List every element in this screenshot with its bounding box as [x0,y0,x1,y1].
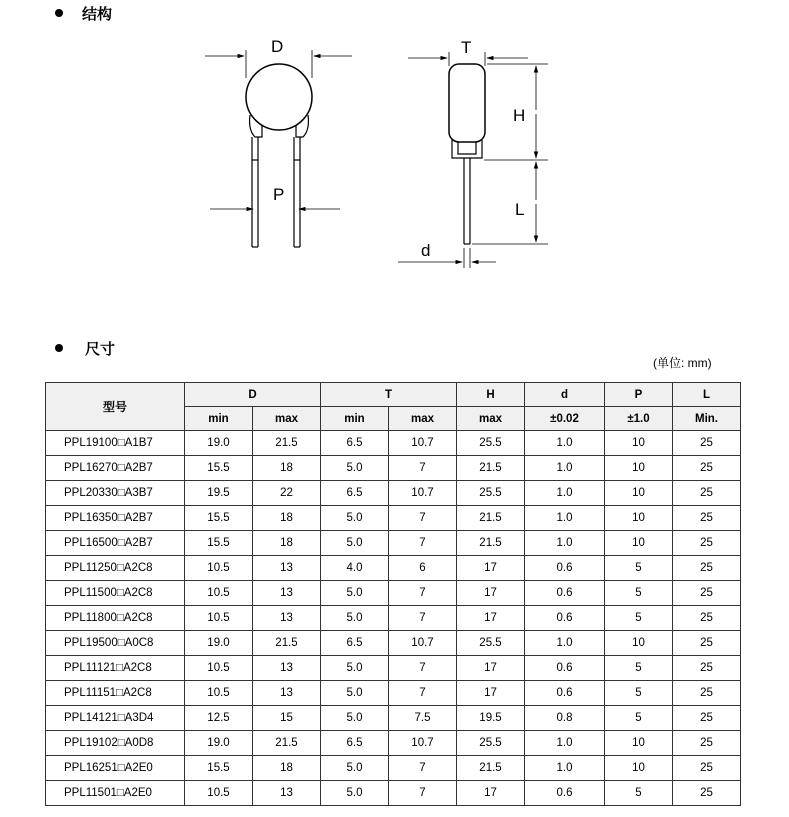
value-cell: 5.0 [321,531,389,556]
value-cell: 5.0 [321,706,389,731]
value-cell: 5 [605,606,673,631]
value-cell: 25 [673,756,741,781]
value-cell: 0.6 [525,681,605,706]
value-cell: 10 [605,731,673,756]
model-cell: PPL11800□A2C8 [46,606,185,631]
value-cell: 15 [253,706,321,731]
subheader: ±1.0 [605,407,673,431]
model-cell: PPL16251□A2E0 [46,756,185,781]
value-cell: 18 [253,756,321,781]
model-cell: PPL14121□A3D4 [46,706,185,731]
value-cell: 10 [605,456,673,481]
table-row [46,606,741,631]
value-cell: 17 [457,656,525,681]
value-cell: 25 [673,631,741,656]
value-cell: 18 [253,456,321,481]
value-cell: 25 [673,556,741,581]
value-cell: 25 [673,706,741,731]
value-cell: 21.5 [457,506,525,531]
table-row [46,506,741,531]
dimensions-heading: 尺寸 [85,340,116,358]
value-cell: 5.0 [321,781,389,806]
value-cell: 19.0 [185,631,253,656]
value-cell: 15.5 [185,506,253,531]
value-cell: 7 [389,506,457,531]
value-cell: 1.0 [525,756,605,781]
model-header: 型号 [46,383,185,431]
value-cell: 18 [253,506,321,531]
value-cell: 10 [605,631,673,656]
model-cell: PPL16500□A2B7 [46,531,185,556]
value-cell: 10.5 [185,581,253,606]
value-cell: 17 [457,606,525,631]
value-cell: 0.6 [525,556,605,581]
table-row [46,456,741,481]
value-cell: 18 [253,531,321,556]
subheader: Min. [673,407,741,431]
value-cell: 6.5 [321,631,389,656]
value-cell: 17 [457,581,525,606]
value-cell: 15.5 [185,531,253,556]
value-cell: 5.0 [321,606,389,631]
table-row [46,681,741,706]
value-cell: 5.0 [321,456,389,481]
value-cell: 17 [457,681,525,706]
model-cell: PPL16270□A2B7 [46,456,185,481]
value-cell: 1.0 [525,731,605,756]
value-cell: 13 [253,681,321,706]
table-row [46,781,741,806]
value-cell: 1.0 [525,531,605,556]
value-cell: 10.5 [185,681,253,706]
value-cell: 1.0 [525,481,605,506]
group-header-H: H [457,383,525,407]
value-cell: 17 [457,781,525,806]
value-cell: 15.5 [185,756,253,781]
value-cell: 0.6 [525,656,605,681]
value-cell: 25.5 [457,631,525,656]
value-cell: 13 [253,656,321,681]
value-cell: 7 [389,756,457,781]
value-cell: 4.0 [321,556,389,581]
label-D: D [271,37,284,56]
bullet-icon [55,9,63,17]
value-cell: 19.5 [185,481,253,506]
value-cell: 10.7 [389,631,457,656]
value-cell: 10 [605,756,673,781]
table-body [46,431,741,806]
structure-diagram [190,22,560,292]
model-cell: PPL19100□A1B7 [46,431,185,456]
table-row [46,431,741,456]
value-cell: 25 [673,656,741,681]
value-cell: 6 [389,556,457,581]
value-cell: 7 [389,656,457,681]
structure-heading: 结构 [82,5,113,23]
table-row [46,706,741,731]
value-cell: 5.0 [321,756,389,781]
value-cell: 10.7 [389,481,457,506]
group-header-T: T [321,383,457,407]
subheader: min [185,407,253,431]
subheader: ±0.02 [525,407,605,431]
value-cell: 10.5 [185,556,253,581]
group-header-d: d [525,383,605,407]
dimensions-table [45,382,741,806]
model-cell: PPL19102□A0D8 [46,731,185,756]
subheader: min [321,407,389,431]
value-cell: 7 [389,456,457,481]
value-cell: 10.7 [389,431,457,456]
label-H: H [513,106,526,125]
value-cell: 10.7 [389,731,457,756]
value-cell: 0.8 [525,706,605,731]
value-cell: 13 [253,581,321,606]
model-cell: PPL11501□A2E0 [46,781,185,806]
subheader: max [389,407,457,431]
value-cell: 25.5 [457,731,525,756]
value-cell: 6.5 [321,431,389,456]
value-cell: 5 [605,656,673,681]
value-cell: 25 [673,456,741,481]
value-cell: 1.0 [525,506,605,531]
model-cell: PPL11121□A2C8 [46,656,185,681]
value-cell: 6.5 [321,481,389,506]
value-cell: 21.5 [457,456,525,481]
model-cell: PPL16350□A2B7 [46,506,185,531]
value-cell: 0.6 [525,781,605,806]
value-cell: 10.5 [185,781,253,806]
value-cell: 21.5 [253,431,321,456]
value-cell: 7 [389,581,457,606]
value-cell: 7 [389,531,457,556]
value-cell: 25 [673,731,741,756]
value-cell: 5 [605,681,673,706]
subheader: max [457,407,525,431]
value-cell: 0.6 [525,606,605,631]
value-cell: 10 [605,481,673,506]
value-cell: 25 [673,481,741,506]
value-cell: 10 [605,506,673,531]
value-cell: 13 [253,781,321,806]
value-cell: 13 [253,606,321,631]
value-cell: 5 [605,781,673,806]
table-row [46,581,741,606]
group-header-P: P [605,383,673,407]
label-T: T [461,38,472,57]
value-cell: 1.0 [525,431,605,456]
value-cell: 19.5 [457,706,525,731]
model-cell: PPL19500□A0C8 [46,631,185,656]
model-cell: PPL11250□A2C8 [46,556,185,581]
group-header-L: L [673,383,741,407]
value-cell: 1.0 [525,456,605,481]
value-cell: 7.5 [389,706,457,731]
value-cell: 10.5 [185,606,253,631]
value-cell: 10 [605,531,673,556]
unit-note: (单位: mm) [653,356,712,370]
model-cell: PPL11500□A2C8 [46,581,185,606]
value-cell: 7 [389,781,457,806]
label-P: P [273,185,285,204]
model-cell: PPL20330□A3B7 [46,481,185,506]
value-cell: 13 [253,556,321,581]
value-cell: 5 [605,556,673,581]
table-row [46,481,741,506]
table-row [46,556,741,581]
value-cell: 6.5 [321,731,389,756]
value-cell: 25 [673,606,741,631]
value-cell: 19.0 [185,431,253,456]
value-cell: 10.5 [185,656,253,681]
table-row [46,656,741,681]
value-cell: 5 [605,581,673,606]
value-cell: 25 [673,506,741,531]
value-cell: 21.5 [253,731,321,756]
value-cell: 25 [673,531,741,556]
value-cell: 21.5 [457,756,525,781]
value-cell: 17 [457,556,525,581]
value-cell: 19.0 [185,731,253,756]
bullet-icon [55,344,63,352]
value-cell: 25 [673,431,741,456]
value-cell: 12.5 [185,706,253,731]
value-cell: 22 [253,481,321,506]
value-cell: 5.0 [321,681,389,706]
value-cell: 5 [605,706,673,731]
value-cell: 21.5 [253,631,321,656]
model-cell: PPL11151□A2C8 [46,681,185,706]
value-cell: 1.0 [525,631,605,656]
value-cell: 25 [673,581,741,606]
group-header-D: D [185,383,321,407]
value-cell: 7 [389,681,457,706]
value-cell: 25 [673,681,741,706]
value-cell: 21.5 [457,531,525,556]
value-cell: 5.0 [321,581,389,606]
table-row [46,631,741,656]
value-cell: 0.6 [525,581,605,606]
label-d: d [421,241,431,260]
value-cell: 25.5 [457,481,525,506]
value-cell: 7 [389,606,457,631]
table-row [46,731,741,756]
value-cell: 10 [605,431,673,456]
value-cell: 5.0 [321,656,389,681]
label-L: L [515,200,525,219]
table-row [46,756,741,781]
value-cell: 25 [673,781,741,806]
subheader: max [253,407,321,431]
value-cell: 15.5 [185,456,253,481]
table-row [46,531,741,556]
value-cell: 5.0 [321,506,389,531]
value-cell: 25.5 [457,431,525,456]
